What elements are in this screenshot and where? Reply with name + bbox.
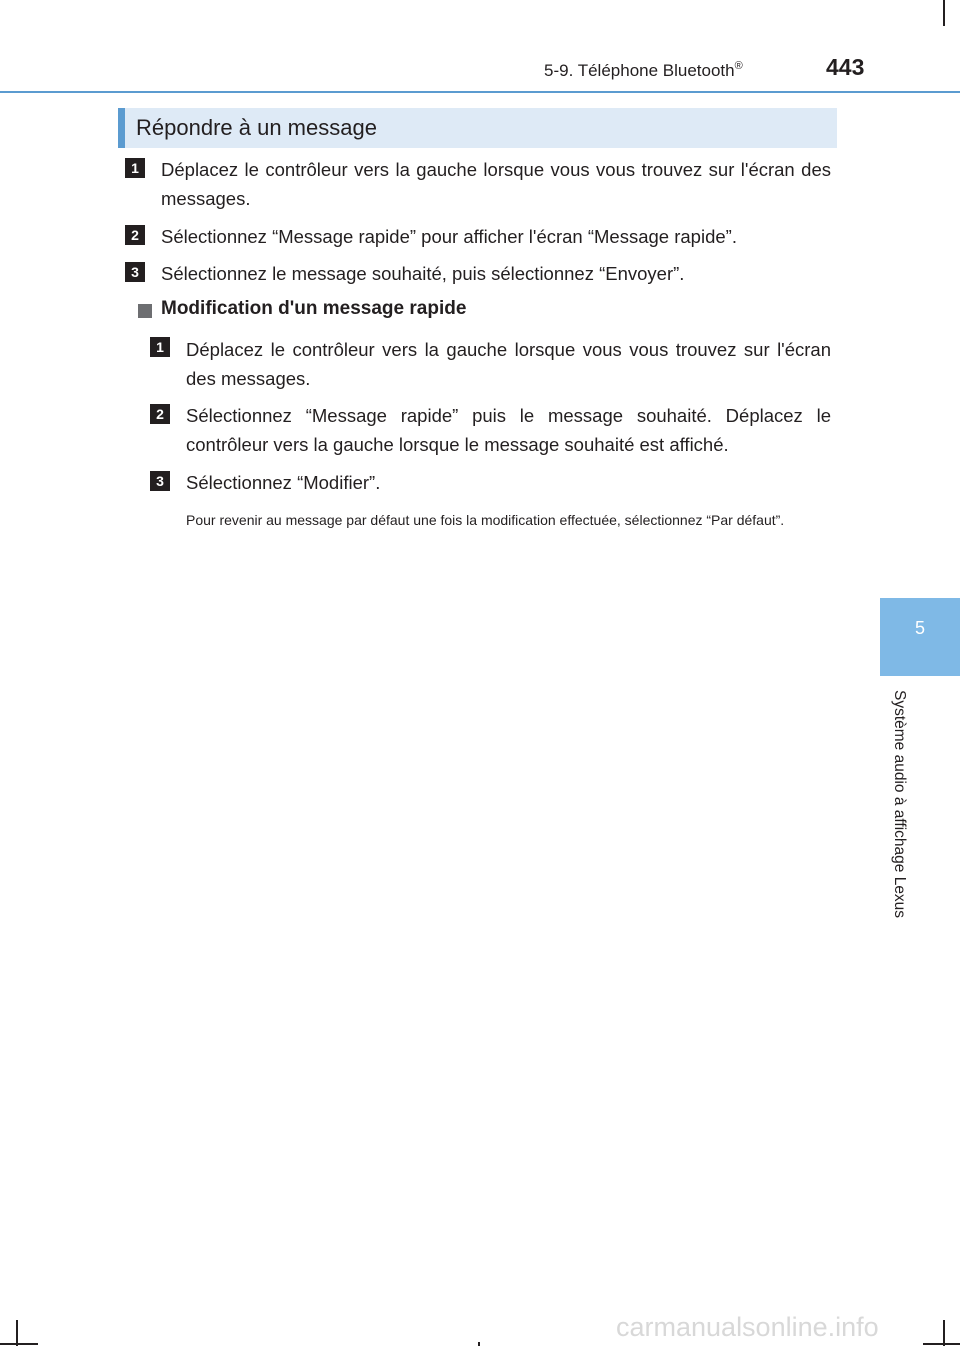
section-title-text: 5-9. Téléphone Bluetooth: [544, 61, 735, 80]
step-text: Sélectionnez “Message rapide” pour afficher l'écran “Message rapide”.: [161, 226, 737, 247]
registered-mark: ®: [734, 60, 743, 72]
watermark: carmanualsonline.info: [616, 1312, 879, 1342]
running-section-title: [544, 60, 743, 81]
step-number-badge: 1: [150, 337, 170, 357]
note-text: Pour revenir au message par défaut une fois la modification effectuée, sélectionnez “Par défaut”.: [186, 512, 785, 528]
subsection-title: Modification d'un message rapide: [161, 298, 467, 319]
header-rule: [0, 91, 960, 93]
chapter-tab: [880, 598, 960, 676]
step-number-badge: 2: [125, 225, 145, 245]
page-number: 443: [826, 54, 865, 80]
step-text: Déplacez le contrôleur vers la gauche lorsque vous vous trouvez sur l'écran des messages.: [186, 339, 831, 389]
step-text: Sélectionnez “Message rapide” puis le message souhaité. Déplacez le contrôleur vers la gauche lorsque le message souhaité est affiché.: [186, 405, 831, 455]
chapter-title: Système audio à affichage Lexus: [891, 690, 908, 919]
step-text: Sélectionnez “Modifier”.: [186, 472, 381, 493]
square-bullet-icon: [138, 304, 152, 318]
chapter-number: 5: [914, 618, 925, 638]
step-text: Déplacez le contrôleur vers la gauche lorsque vous vous trouvez sur l'écran des messages.: [161, 159, 831, 209]
section-heading: [118, 108, 837, 148]
section-heading-title: Répondre à un message: [136, 115, 377, 140]
step-number-badge: 1: [125, 158, 145, 178]
step-number-badge: 3: [125, 262, 145, 282]
page-header: [0, 0, 960, 96]
step-number-badge: 3: [150, 471, 170, 491]
crop-mark: [0, 1343, 38, 1345]
heading-accent-bar: [118, 108, 125, 148]
step-text: Sélectionnez le message souhaité, puis sélectionnez “Envoyer”.: [161, 263, 685, 284]
center-mark: [478, 1342, 480, 1346]
step-number-badge: 2: [150, 404, 170, 424]
crop-mark: [923, 1343, 960, 1345]
